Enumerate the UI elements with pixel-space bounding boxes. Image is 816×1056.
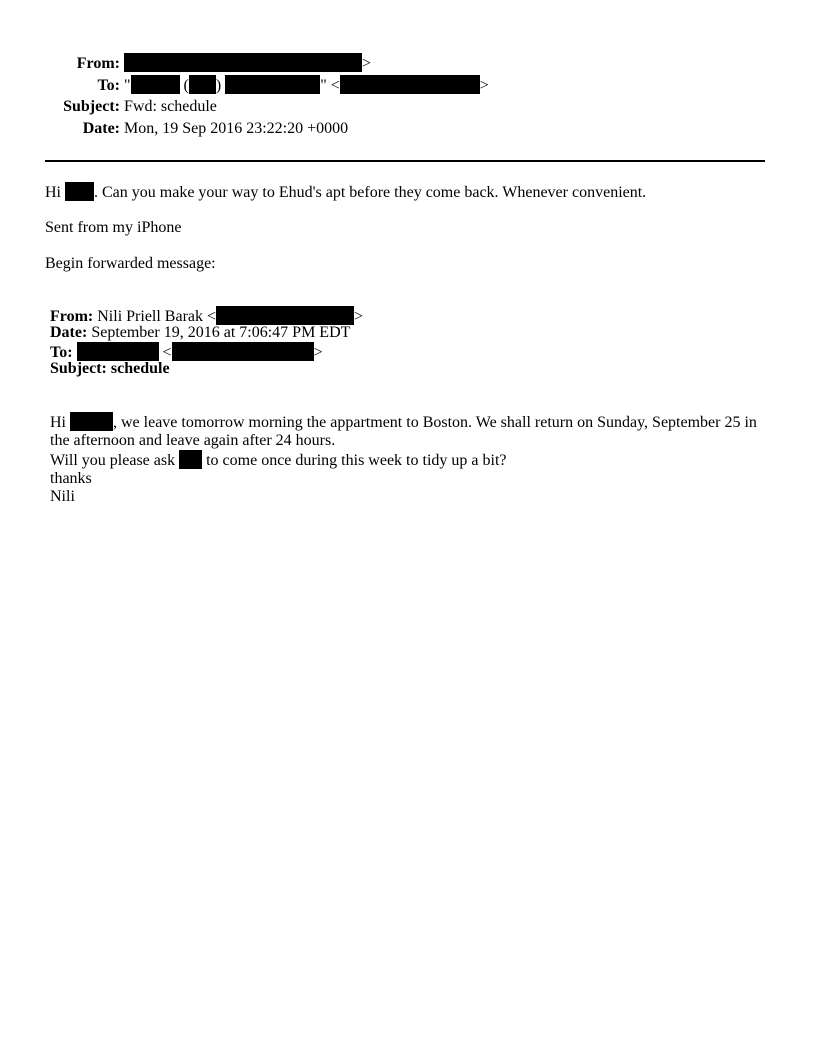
- fwd-msg-line-3-start: Will you please ask: [50, 452, 176, 469]
- redaction-block: [189, 75, 216, 94]
- header-to-label: To:: [97, 77, 120, 94]
- redaction-block: [340, 75, 480, 94]
- redaction-block: [124, 53, 362, 72]
- header-date-label: Date:: [82, 120, 120, 137]
- redaction-block: [225, 75, 320, 94]
- header-subject-row: [0, 97, 217, 117]
- fwd-msg-hi: Hi: [50, 414, 66, 431]
- fwd-subject-row: [50, 360, 170, 378]
- redaction-block: [179, 450, 202, 469]
- fwd-to-row: [50, 342, 323, 362]
- body-signature: Sent from my iPhone: [45, 219, 182, 236]
- fwd-date-label: Date:: [50, 324, 88, 341]
- redaction-block: [77, 342, 159, 361]
- header-to-paren-close: ): [215, 77, 222, 94]
- fwd-to-mid: <: [162, 344, 172, 361]
- redaction-block: [70, 412, 113, 431]
- header-from-row: [0, 53, 371, 73]
- fwd-from-suffix: >: [354, 308, 364, 325]
- header-subject-label: Subject:: [63, 98, 120, 115]
- body-line-1-text: . Can you make your way to Ehud's apt before they come back. Whenever convenient.: [94, 184, 647, 201]
- header-from-label: From:: [76, 55, 120, 72]
- fwd-date-value: September 19, 2016 at 7:06:47 PM EDT: [91, 324, 351, 341]
- fwd-msg-line-1: [50, 412, 770, 432]
- fwd-from-label: From:: [50, 308, 94, 325]
- redaction-block: [65, 182, 94, 201]
- header-from-value: [124, 53, 371, 74]
- fwd-to-label: To:: [50, 344, 73, 361]
- header-to-value: [124, 75, 489, 96]
- header-date-value: Mon, 19 Sep 2016 23:22:20 +0000: [124, 120, 349, 137]
- fwd-message-body: [50, 412, 770, 506]
- header-from-suffix: >: [362, 55, 372, 72]
- fwd-msg-line-3: [50, 450, 770, 470]
- fwd-msg-line-4: thanks: [50, 470, 92, 487]
- fwd-msg-line-5: Nili: [50, 488, 75, 505]
- body-greeting-hi: Hi: [45, 184, 61, 201]
- header-to-row: [0, 75, 489, 95]
- fwd-from-row: [50, 306, 363, 326]
- fwd-msg-line-1-text: , we leave tomorrow morning the appartment to Boston. We shall return on Sunday, September 25 in: [113, 414, 757, 431]
- redaction-block: [216, 306, 354, 325]
- fwd-date-row: [50, 324, 350, 342]
- fwd-msg-line-3-end: to come once during this week to tidy up a bit?: [206, 452, 507, 469]
- fwd-subject-label: Subject:: [50, 360, 107, 377]
- header-subject-value: Fwd: schedule: [124, 98, 217, 115]
- header-date-row: [0, 119, 348, 139]
- fwd-from-value: Nili Priell Barak <: [97, 308, 217, 325]
- header-to-quote-close: " <: [320, 77, 340, 94]
- header-to-suffix: >: [479, 77, 489, 94]
- redaction-block: [172, 342, 314, 361]
- header-to-paren-open: (: [183, 77, 189, 94]
- redaction-block: [131, 75, 180, 94]
- header-to-quote-open: ": [124, 77, 131, 94]
- fwd-to-suffix: >: [313, 344, 323, 361]
- fwd-subject-value: schedule: [110, 360, 170, 377]
- fwd-msg-line-2: the afternoon and leave again after 24 hours.: [50, 432, 336, 449]
- body-line-1: [45, 182, 646, 203]
- body-forward-intro: Begin forwarded message:: [45, 255, 216, 272]
- header-divider: [45, 160, 765, 162]
